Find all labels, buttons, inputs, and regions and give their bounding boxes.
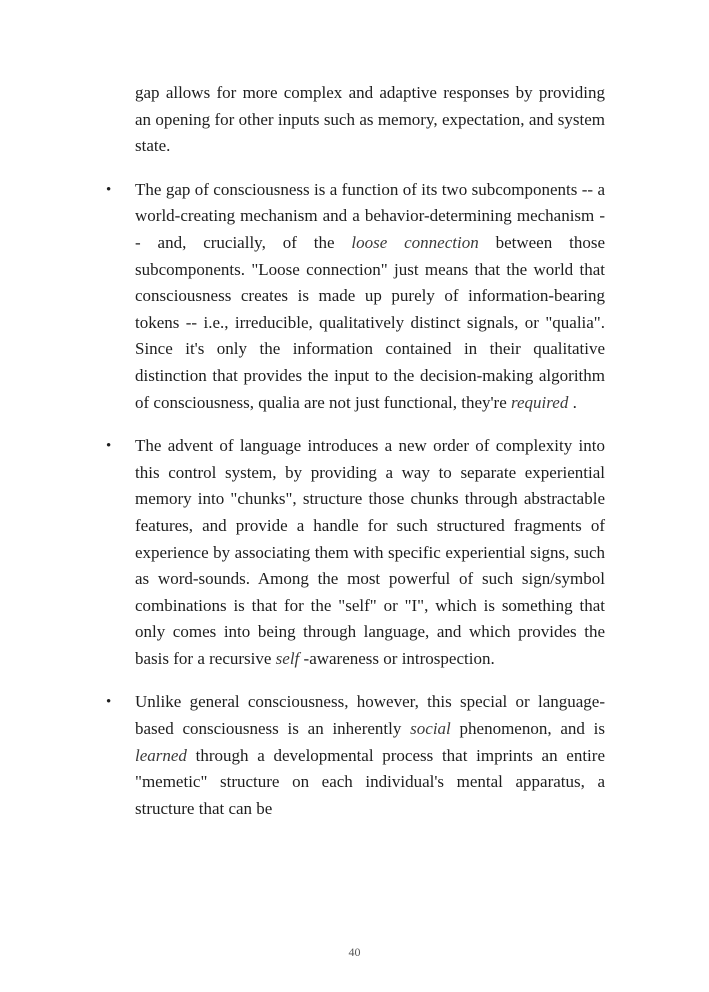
bullet-paragraph (106, 689, 605, 822)
page-content (106, 80, 605, 839)
text-segment: gap allows for more complex and adaptive responses by providing an opening for other inputs such as memory, expectation, and system state. (135, 83, 605, 156)
italic-text-segment: self (275, 648, 300, 668)
text-segment: through a developmental process that imprints an entire "memetic" structure on each individual's mental apparatus, a structure that can be (135, 745, 605, 818)
text-segment: Unlike general consciousness, however, this special or language-based consciousness is an inherently (135, 692, 605, 739)
bullet-icon: • (106, 181, 112, 198)
bullet-paragraph (106, 433, 605, 672)
bullet-icon: • (106, 438, 112, 455)
text-segment: The advent of language introduces a new order of complexity into this control system, by providing a way to separate experiential memory into "chunks", structure those chunks through abstractable features, and provide a handle for such structured fragments of experience by associating them with specific experiential signs, such as word-sounds. Among the most powerful of such sign/symbol combinations is that for the "self" or "I", which is something that only comes into being through language, and which provides the basis for a recursive (135, 436, 605, 668)
italic-text-segment: social (410, 719, 451, 739)
text-segment: . (568, 392, 577, 412)
italic-text-segment: required (511, 392, 569, 412)
text-segment: The gap of consciousness is a function of its two subcomponents -- a world-creating mechanism and a behavior-determining mechanism -- and, crucially, of the (135, 179, 605, 252)
bullet-icon: • (106, 694, 112, 711)
paragraph (135, 80, 605, 160)
bullet-paragraph (106, 177, 605, 416)
italic-text-segment: learned (135, 745, 187, 765)
text-segment: phenomenon, and is (450, 719, 605, 739)
text-segment: -awareness or introspection. (299, 648, 495, 668)
italic-text-segment: loose connection (351, 232, 479, 252)
text-segment: between those subcomponents. "Loose connection" just means that the world that consciousness creates is made up purely of information-bearing tokens -- i.e., irreducible, qualitatively distinct signals, or "qualia". Since it's only the information contained in their qualitative distinction that provides the input to the decision-making algorithm of consciousness, qualia are not just functional, they're (135, 232, 605, 412)
page-number: 40 (348, 945, 361, 959)
